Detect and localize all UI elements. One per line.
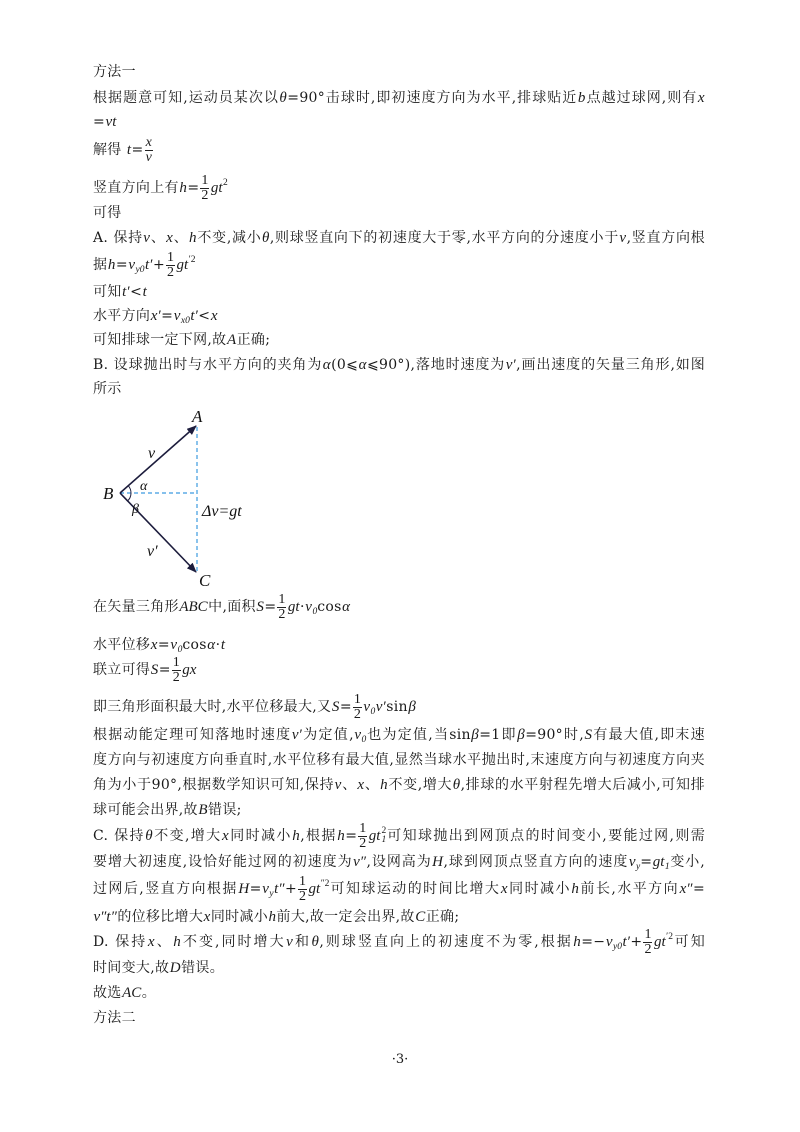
math-symbol: t′: [622, 934, 630, 950]
math-symbol: α: [322, 357, 331, 373]
subscript: y: [636, 862, 641, 872]
math-symbol: v: [170, 637, 178, 653]
text-run: ,球到网顶点竖直方向的速度: [443, 854, 629, 870]
math-symbol: h: [337, 828, 345, 844]
fraction-denominator: 2: [359, 835, 367, 851]
math-symbol: x: [150, 637, 158, 653]
point-b-label: B: [103, 484, 114, 503]
text-run: 可得: [93, 205, 122, 221]
superscript: 2: [223, 178, 228, 188]
math-symbol: θ: [452, 777, 461, 793]
math-symbol: x: [147, 934, 155, 950]
fraction-denominator: 2: [353, 706, 361, 722]
math-symbol: β: [471, 727, 479, 743]
math-symbol: gt: [210, 180, 223, 196]
text-run: 所示: [93, 381, 122, 397]
fraction-denominator: 2: [644, 941, 652, 957]
math-symbol: x″: [679, 881, 693, 897]
subscript: 1: [381, 835, 387, 845]
text-run: 可知: [93, 284, 122, 300]
angle-beta-label: β: [132, 502, 139, 517]
text-run: <: [130, 284, 143, 300]
fraction-numerator: 1: [353, 691, 361, 707]
equation-line: [93, 133, 154, 167]
math-symbol: gt: [176, 257, 189, 273]
math-symbol: t′: [190, 308, 198, 324]
text-run: 可知球抛出到网顶点的时间变小,要能过网,则需: [386, 828, 706, 844]
math-symbol: S: [584, 727, 592, 743]
vector-v-prime-label: v′: [147, 543, 158, 560]
math-symbol: θ: [261, 230, 270, 246]
superscript: ′2: [666, 932, 673, 942]
math-symbol: v: [286, 934, 293, 950]
text-run: 根据题意可知,运动员某次以: [93, 90, 279, 106]
text-run: +: [630, 934, 643, 950]
math-symbol: t′: [122, 284, 130, 300]
subscript: 0: [312, 607, 318, 617]
equation-line: [93, 590, 350, 624]
math-symbol: β: [408, 699, 416, 715]
text-run: sin: [386, 699, 408, 715]
text-run: C. 保持: [93, 828, 145, 844]
text-run: ,根据: [300, 828, 337, 844]
text-run: (0⩽: [331, 357, 359, 373]
text-run: =: [692, 881, 705, 897]
text-run: 球可能会出界,故: [93, 802, 198, 818]
text-run: +: [152, 257, 165, 273]
text-run: 也为定值,当sin: [366, 727, 471, 743]
text-run: 、: [364, 777, 380, 793]
math-symbol: α: [207, 637, 216, 653]
text-run: 不变,增大: [388, 777, 453, 793]
text-run: =: [264, 599, 277, 615]
math-symbol: h: [380, 777, 388, 793]
text-run: cos: [182, 637, 207, 653]
math-symbol: x: [357, 777, 365, 793]
math-symbol: gt: [652, 854, 665, 870]
subscript: 1: [664, 862, 670, 872]
math-symbol: AC: [122, 985, 142, 1001]
math-symbol: v: [334, 777, 342, 793]
text-run: 联立可得: [93, 662, 151, 678]
math-symbol: h: [292, 828, 300, 844]
math-symbol: x: [500, 881, 508, 897]
math-symbol: B: [198, 802, 208, 818]
subscript: 0: [177, 645, 183, 655]
text-run: ⩽90°),落地时速度为: [366, 357, 506, 373]
math-symbol: x: [210, 308, 218, 324]
math-symbol: t: [142, 284, 147, 300]
text-run: 可知: [672, 934, 705, 950]
angle-alpha-label: α: [140, 479, 148, 494]
text-run: 错误。: [181, 960, 224, 976]
text-run: 过网后,竖直方向根据: [93, 881, 238, 897]
math-symbol: t″: [274, 881, 285, 897]
text-run: 方法二: [93, 1010, 136, 1026]
text-run: 正确;: [425, 909, 460, 925]
math-symbol: θ: [311, 934, 319, 950]
text-run: A. 保持: [93, 230, 143, 246]
vector-v-arrow: [120, 426, 196, 493]
fraction-numerator: 1: [299, 873, 307, 889]
math-symbol: H: [238, 881, 250, 897]
math-symbol: gt: [368, 828, 381, 844]
text-run: D. 保持: [93, 934, 148, 950]
text-run: ·: [215, 637, 221, 653]
text-run: 不变,增大: [153, 828, 222, 844]
math-symbol: vt: [105, 114, 117, 130]
text-run: cos: [317, 599, 342, 615]
text-run: =: [93, 114, 106, 130]
page-number: ·3·: [391, 1052, 409, 1067]
math-symbol: x: [697, 90, 705, 106]
text-run: ,排球的水平射程先增大后减小,可知排: [460, 777, 705, 793]
math-symbol: v: [354, 727, 361, 743]
text-run: 为定值,: [302, 727, 354, 743]
text-run: =90°击球时,即初速度方向为水平,排球贴近: [287, 90, 578, 106]
math-symbol: x: [166, 230, 173, 246]
math-symbol: v: [363, 699, 371, 715]
text-run: 要增大初速度,设恰好能过网的初速度为: [93, 854, 353, 870]
option-b-line: [93, 348, 705, 382]
fraction-numerator: 1: [166, 249, 174, 265]
math-symbol: v: [305, 599, 312, 615]
text-run: 、: [154, 934, 173, 950]
subscript: y0: [135, 265, 145, 275]
fraction-denominator: 2: [278, 606, 286, 622]
math-symbol: θ: [145, 828, 153, 844]
text-run: ,设网高为: [366, 854, 432, 870]
fraction-numerator: 1: [644, 926, 652, 942]
math-symbol: D: [169, 960, 181, 976]
math-symbol: x: [203, 909, 211, 925]
fraction: [172, 656, 181, 685]
math-symbol: h: [188, 230, 197, 246]
math-symbol: v″t″: [93, 909, 117, 925]
text-run: 、: [173, 230, 189, 246]
text-run: ,竖直方向根: [626, 230, 705, 246]
math-symbol: α: [342, 599, 350, 615]
math-symbol: H: [432, 854, 444, 870]
fraction: [166, 251, 175, 280]
math-symbol: v′: [375, 699, 386, 715]
superscript: ′2: [188, 255, 196, 265]
subscript: y: [269, 889, 274, 899]
subscript: x0: [180, 316, 190, 326]
math-symbol: C: [415, 909, 426, 925]
math-symbol: α: [358, 357, 367, 373]
text-run: 角为小于90°,根据数学知识可知,保持: [93, 777, 335, 793]
text-run: =90°时,: [525, 727, 584, 743]
fraction-denominator: 2: [201, 187, 209, 203]
text-run: =−: [581, 934, 606, 950]
text-run: =1即: [479, 727, 517, 743]
text-run: =: [115, 257, 128, 273]
text-line: [93, 81, 705, 115]
text-run: 即三角形面积最大时,水平位移最大,又: [93, 699, 332, 715]
text-run: 错误;: [208, 802, 242, 818]
fraction-numerator: 1: [278, 591, 286, 607]
math-symbol: t′: [144, 257, 153, 273]
text-run: 据: [93, 257, 108, 273]
math-symbol: x: [222, 828, 229, 844]
text-run: 和: [293, 934, 312, 950]
delta-v-label: Δv=gt: [202, 503, 242, 520]
text-run: 点越过球网,则有: [585, 90, 698, 106]
math-symbol: S: [331, 699, 340, 715]
subscript: 0: [370, 707, 376, 717]
fraction-numerator: 1: [359, 820, 367, 836]
fraction: [643, 928, 652, 957]
text-run: =: [158, 662, 171, 678]
subscript: 0: [361, 735, 367, 745]
math-symbol: h: [107, 257, 116, 273]
math-symbol: S: [256, 599, 264, 615]
text-run: 解得: [93, 142, 127, 158]
text-run: 可知球运动的时间比增大: [329, 881, 501, 897]
fraction-denominator: 2: [299, 888, 307, 904]
math-symbol: gx: [182, 662, 197, 678]
math-symbol: v′: [505, 357, 516, 373]
text-run: <: [198, 308, 211, 324]
math-symbol: v: [605, 934, 613, 950]
fraction: [277, 593, 286, 622]
math-symbol: h: [268, 909, 277, 925]
text-run: 可知排球一定下网,故: [93, 332, 227, 348]
fraction-denominator: v: [145, 149, 152, 165]
fraction-numerator: 1: [172, 654, 180, 670]
math-symbol: v: [173, 308, 181, 324]
fraction-numerator: 1: [201, 172, 209, 188]
fraction-denominator: 2: [166, 264, 174, 280]
fraction-denominator: 2: [172, 669, 180, 685]
text-run: 竖直方向上有: [93, 180, 179, 196]
text-run: 度方向与初速度方向垂直时,水平位移有最大值,显然当球水平抛出时,末速度方向与初速度方向夹: [93, 752, 705, 768]
text-run: 正确;: [236, 332, 271, 348]
text-run: 的位移比增大: [117, 909, 204, 925]
text-run: 变小,: [669, 854, 705, 870]
math-symbol: v″: [353, 854, 366, 870]
text-run: 前大,故一定会出界,故: [276, 909, 415, 925]
text-run: ,画出速度的矢量三角形,如图: [516, 357, 705, 373]
point-c-label: C: [199, 571, 211, 590]
text-run: 时间变大,故: [93, 960, 170, 976]
math-symbol: v: [128, 257, 136, 273]
text-run: 、: [341, 777, 357, 793]
text-run: =: [339, 699, 352, 715]
point-a-label: A: [192, 407, 203, 426]
math-symbol: b: [577, 90, 586, 106]
math-symbol: v: [262, 881, 269, 897]
text-run: ,则球竖直向上的初速度不为零,根据: [319, 934, 573, 950]
text-run: 。: [141, 985, 157, 1001]
text-run: 有最大值,即末速: [592, 727, 705, 743]
math-symbol: β: [517, 727, 525, 743]
text-run: 在矢量三角形: [93, 599, 179, 615]
math-symbol: A: [226, 332, 237, 348]
text-run: =: [640, 854, 653, 870]
superscript: 2: [381, 826, 387, 836]
math-symbol: θ: [279, 90, 287, 106]
text-run: 中,面积: [208, 599, 256, 615]
text-run: 不变,减小: [196, 230, 262, 246]
math-symbol: h: [173, 934, 181, 950]
text-run: +: [285, 881, 298, 897]
subscript: y0: [612, 942, 622, 952]
math-symbol: ABC: [179, 599, 208, 615]
text-run: =: [161, 308, 174, 324]
text-run: 故选: [93, 985, 122, 1001]
text-run: 、: [150, 230, 166, 246]
text-run: B. 设球抛出时与水平方向的夹角为: [93, 357, 323, 373]
text-run: ·: [300, 599, 305, 615]
math-symbol: h: [179, 180, 187, 196]
text-run: 同时减小: [508, 881, 571, 897]
vector-v-label: v: [148, 445, 156, 462]
math-symbol: v′: [291, 727, 302, 743]
velocity-vector-triangle-diagram: [95, 400, 275, 595]
math-symbol: S: [150, 662, 159, 678]
math-symbol: t: [220, 637, 225, 653]
fraction: [200, 174, 209, 203]
text-run: 同时减小: [229, 828, 292, 844]
text-run: =: [187, 180, 200, 196]
math-symbol: h: [571, 881, 579, 897]
fraction-numerator: x: [145, 134, 152, 150]
math-symbol: v: [619, 230, 627, 246]
superscript: ″2: [320, 879, 330, 889]
text-run: 水平位移: [93, 637, 151, 653]
math-symbol: gt: [308, 881, 321, 897]
text-run: =: [345, 828, 358, 844]
text-run: 根据动能定理可知落地时速度: [93, 727, 292, 743]
math-symbol: v: [628, 854, 636, 870]
method-two-heading: [93, 1001, 136, 1035]
text-run: =: [249, 881, 262, 897]
math-symbol: x′: [150, 308, 161, 324]
text-run: 同时减小: [210, 909, 269, 925]
math-symbol: v: [143, 230, 150, 246]
text-run: 不变,同时增大: [181, 934, 286, 950]
text-run: =: [131, 142, 144, 158]
math-symbol: h: [573, 934, 581, 950]
math-symbol: gt: [287, 599, 300, 615]
text-run: 前长,水平方向: [579, 881, 680, 897]
text-run: ,则球竖直向下的初速度大于零,水平方向的分速度小于: [269, 230, 619, 246]
text-run: =: [157, 637, 170, 653]
equation-line: [93, 653, 197, 687]
text-run: 方法一: [93, 64, 136, 80]
fraction: [145, 136, 153, 165]
math-symbol: gt: [653, 934, 666, 950]
math-symbol: t: [126, 142, 132, 158]
text-run: 水平方向: [93, 308, 151, 324]
